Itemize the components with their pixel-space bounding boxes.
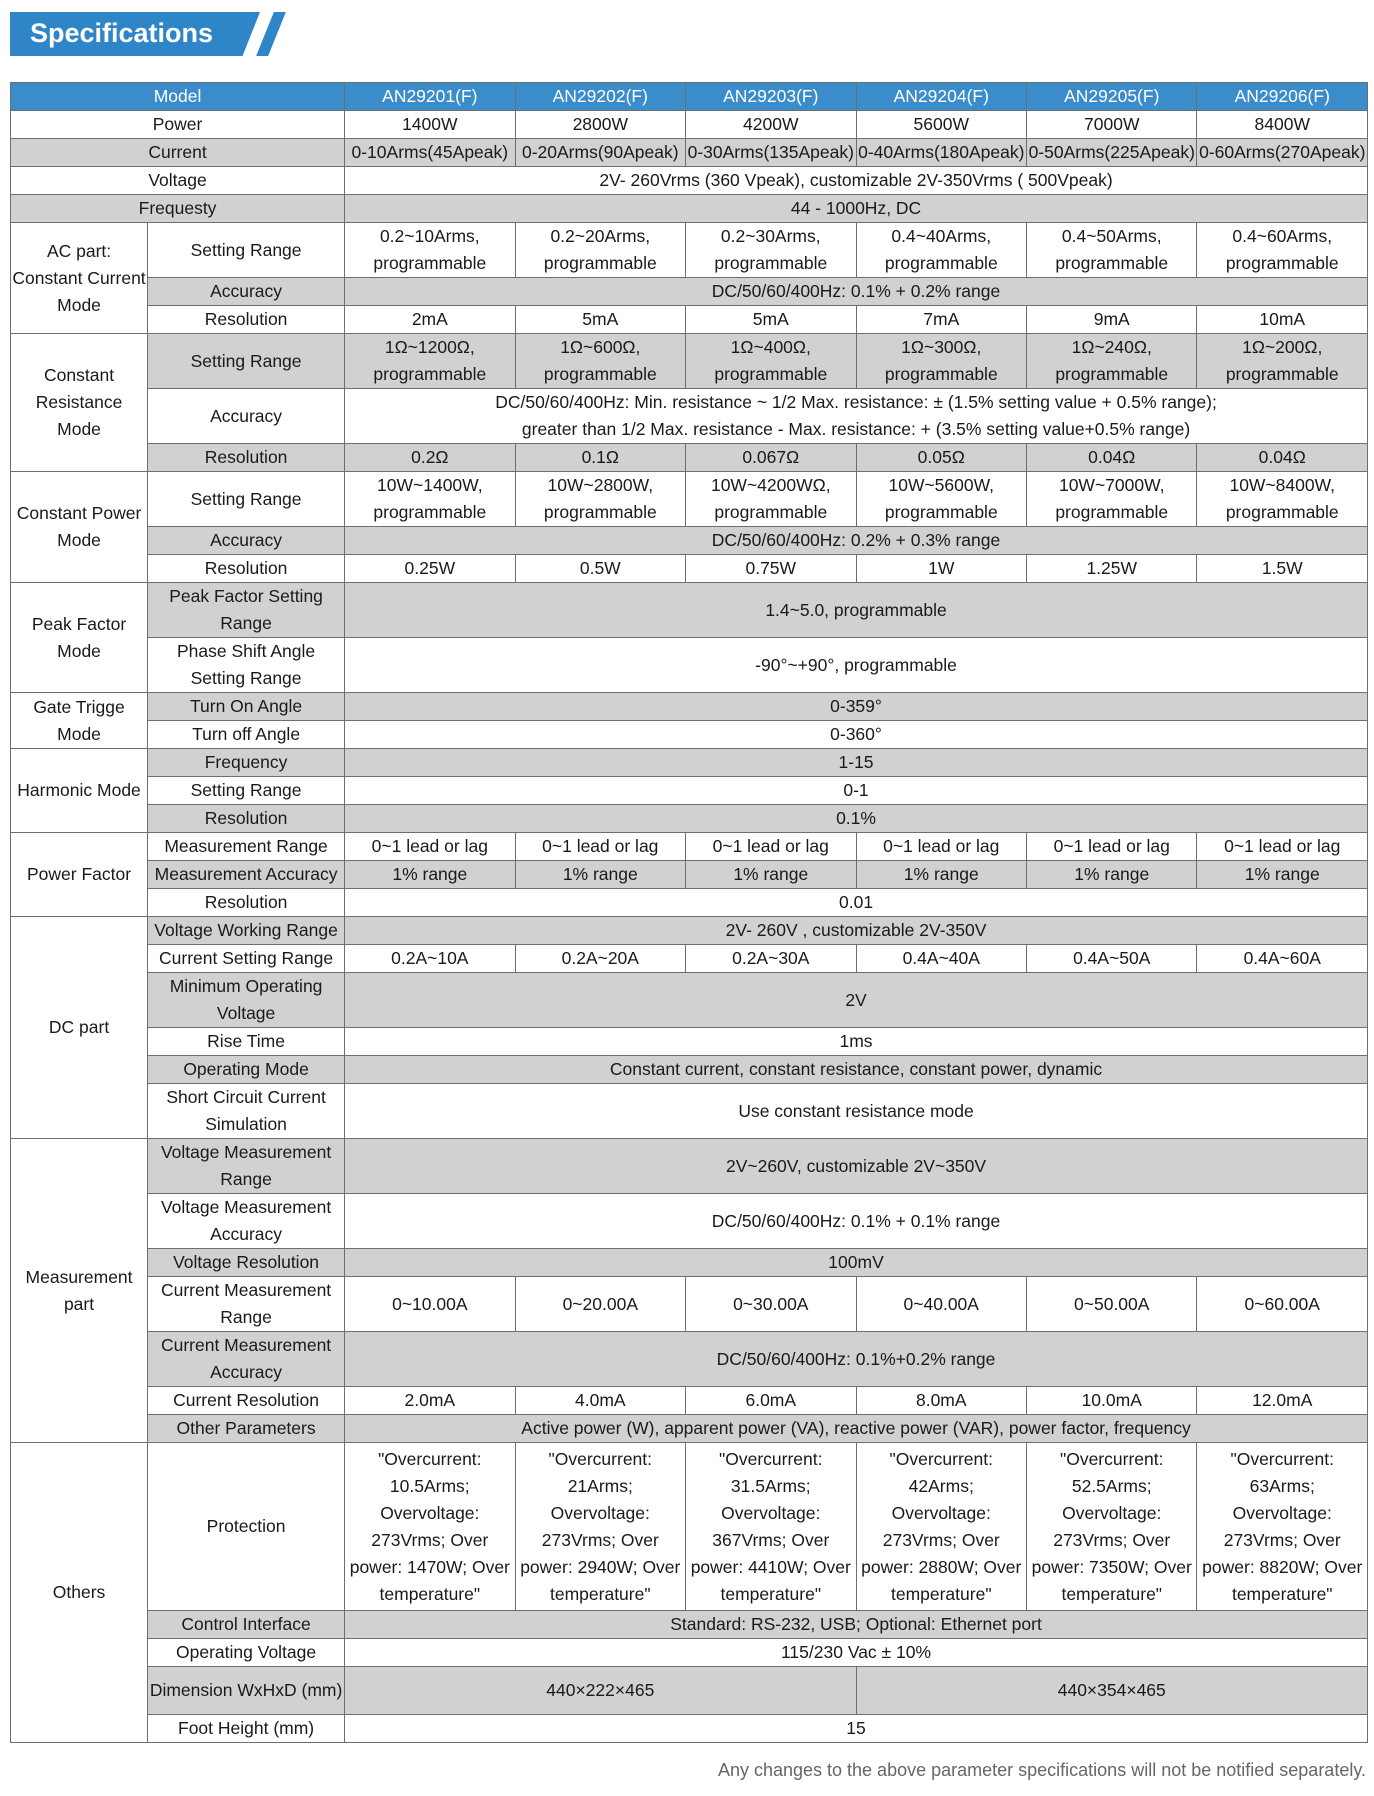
category-hm: Harmonic Mode bbox=[11, 749, 148, 833]
dimension-row bbox=[11, 1667, 1368, 1715]
footnote: Any changes to the above parameter specifications will not be notified separately. bbox=[717, 1760, 1366, 1780]
dc-minv-row bbox=[11, 973, 1368, 1028]
pf-phase-row bbox=[11, 638, 1368, 693]
model-value: "Overcurrent: 52.5Arms; Overvoltage: 273Vrms; Over power: 7350W; Over temperature" bbox=[1027, 1443, 1197, 1611]
model-value: 1% range bbox=[1197, 861, 1368, 889]
model-value: 1.5W bbox=[1197, 555, 1368, 583]
shared-value: 0.01 bbox=[345, 889, 1368, 917]
model-value: 5mA bbox=[515, 306, 685, 334]
model-value: 5600W bbox=[856, 111, 1026, 139]
row-label: Resolution bbox=[148, 306, 345, 334]
model-value: 1Ω~400Ω, programmable bbox=[686, 334, 856, 389]
m-cacc-row bbox=[11, 1332, 1368, 1387]
ac-accuracy-row bbox=[11, 278, 1368, 306]
accuracy-line: greater than 1/2 Max. resistance - Max. resistance: + (3.5% setting value+0.5% range) bbox=[521, 419, 1191, 439]
category-pwf: Power Factor bbox=[11, 833, 148, 917]
shared-value: DC/50/60/400Hz: 0.1% + 0.1% range bbox=[345, 1194, 1368, 1249]
model-value: 7mA bbox=[856, 306, 1026, 334]
dimension-value: 440×354×465 bbox=[856, 1667, 1367, 1715]
row-label: Current Resolution bbox=[148, 1387, 345, 1415]
model-column-header: AN29201(F) bbox=[345, 83, 515, 111]
row-label: Accuracy bbox=[148, 527, 345, 555]
cp-accuracy-row bbox=[11, 527, 1368, 555]
model-value: 1Ω~1200Ω, programmable bbox=[345, 334, 515, 389]
row-label: Current Setting Range bbox=[148, 945, 345, 973]
category-ac: AC part: Constant Current Mode bbox=[11, 223, 148, 334]
model-value: 8400W bbox=[1197, 111, 1368, 139]
model-value: 0~40.00A bbox=[856, 1277, 1026, 1332]
pwf-range-row bbox=[11, 833, 1368, 861]
row-label: Current bbox=[11, 139, 345, 167]
model-value: 10W~8400W, programmable bbox=[1197, 472, 1368, 527]
model-value: 0.4~50Arms, programmable bbox=[1027, 223, 1197, 278]
shared-value: 2V~260V, customizable 2V~350V bbox=[345, 1139, 1368, 1194]
ac-setting-row bbox=[11, 223, 1368, 278]
model-value: 8.0mA bbox=[856, 1387, 1026, 1415]
m-vacc-row bbox=[11, 1194, 1368, 1249]
row-label: Operating Mode bbox=[148, 1056, 345, 1084]
row-label: Current Measurement Accuracy bbox=[148, 1332, 345, 1387]
dc-short-row bbox=[11, 1084, 1368, 1139]
opvolt-row bbox=[11, 1639, 1368, 1667]
row-label: Setting Range bbox=[148, 334, 345, 389]
shared-value: 0-360° bbox=[345, 721, 1368, 749]
model-value: 0~30.00A bbox=[686, 1277, 856, 1332]
model-value: 0.067Ω bbox=[686, 444, 856, 472]
model-value: 10mA bbox=[1197, 306, 1368, 334]
model-value: 10W~1400W, programmable bbox=[345, 472, 515, 527]
model-header: Model bbox=[11, 83, 345, 111]
model-value: 10W~4200WΩ, programmable bbox=[686, 472, 856, 527]
model-value: 4200W bbox=[686, 111, 856, 139]
shared-value: 44 - 1000Hz, DC bbox=[345, 195, 1368, 223]
model-value: 0.05Ω bbox=[856, 444, 1026, 472]
model-value: 7000W bbox=[1027, 111, 1197, 139]
row-label: Control Interface bbox=[148, 1611, 345, 1639]
row-label: Setting Range bbox=[148, 777, 345, 805]
model-value: 10W~7000W, programmable bbox=[1027, 472, 1197, 527]
row-label: Turn On Angle bbox=[148, 693, 345, 721]
model-value: 0.2~10Arms, programmable bbox=[345, 223, 515, 278]
row-label: Resolution bbox=[148, 555, 345, 583]
model-value: "Overcurrent: 42Arms; Overvoltage: 273Vrms; Over power: 2880W; Over temperature" bbox=[856, 1443, 1026, 1611]
model-value: "Overcurrent: 63Arms; Overvoltage: 273Vrms; Over power: 8820W; Over temperature" bbox=[1197, 1443, 1368, 1611]
row-label: Measurement Range bbox=[148, 833, 345, 861]
category-meas: Measurement part bbox=[11, 1139, 148, 1443]
model-value: 0.2A~20A bbox=[515, 945, 685, 973]
row-label: Dimension WxHxD (mm) bbox=[148, 1667, 345, 1715]
model-value: 0.4~60Arms, programmable bbox=[1197, 223, 1368, 278]
model-value: 0.75W bbox=[686, 555, 856, 583]
shared-value: 115/230 Vac ± 10% bbox=[345, 1639, 1368, 1667]
category-cr: Constant Resistance Mode bbox=[11, 334, 148, 472]
model-value: 1400W bbox=[345, 111, 515, 139]
model-value: 0.2~30Arms, programmable bbox=[686, 223, 856, 278]
model-column-header: AN29206(F) bbox=[1197, 83, 1368, 111]
model-value: 6.0mA bbox=[686, 1387, 856, 1415]
pf-setting-row bbox=[11, 583, 1368, 638]
ac-resolution-row bbox=[11, 306, 1368, 334]
model-value: 0~10.00A bbox=[345, 1277, 515, 1332]
shared-value: Standard: RS-232, USB; Optional: Ethernet port bbox=[345, 1611, 1368, 1639]
model-value: 10W~2800W, programmable bbox=[515, 472, 685, 527]
row-label: Rise Time bbox=[148, 1028, 345, 1056]
section-title: Specifications bbox=[30, 18, 214, 48]
shared-value: Constant current, constant resistance, constant power, dynamic bbox=[345, 1056, 1368, 1084]
m-vrange-row bbox=[11, 1139, 1368, 1194]
row-label: Turn off Angle bbox=[148, 721, 345, 749]
model-value: 0~1 lead or lag bbox=[856, 833, 1026, 861]
row-label: Accuracy bbox=[148, 278, 345, 306]
protection-row bbox=[11, 1443, 1368, 1611]
row-label: Resolution bbox=[148, 805, 345, 833]
row-label: Resolution bbox=[148, 444, 345, 472]
model-value: 1W bbox=[856, 555, 1026, 583]
row-label: Other Parameters bbox=[148, 1415, 345, 1443]
dc-rise-row bbox=[11, 1028, 1368, 1056]
model-value: 1.25W bbox=[1027, 555, 1197, 583]
dc-csetting-row bbox=[11, 945, 1368, 973]
shared-value: 100mV bbox=[345, 1249, 1368, 1277]
model-value: 1Ω~240Ω, programmable bbox=[1027, 334, 1197, 389]
section-header-slash bbox=[256, 12, 286, 56]
model-value: 1% range bbox=[1027, 861, 1197, 889]
model-value: 0.2Ω bbox=[345, 444, 515, 472]
row-label: Phase Shift Angle Setting Range bbox=[148, 638, 345, 693]
model-value: "Overcurrent: 31.5Arms; Overvoltage: 367Vrms; Over power: 4410W; Over temperature" bbox=[686, 1443, 856, 1611]
model-value: 0-30Arms(135Apeak) bbox=[686, 139, 856, 167]
category-cp: Constant Power Mode bbox=[11, 472, 148, 583]
pwf-resolution-row bbox=[11, 889, 1368, 917]
m-vres-row bbox=[11, 1249, 1368, 1277]
shared-value: 2V- 260V , customizable 2V-350V bbox=[345, 917, 1368, 945]
model-value: 1% range bbox=[515, 861, 685, 889]
hm-setting-row bbox=[11, 777, 1368, 805]
model-value: 1% range bbox=[686, 861, 856, 889]
model-value: 1Ω~600Ω, programmable bbox=[515, 334, 685, 389]
model-value: 0.4A~40A bbox=[856, 945, 1026, 973]
model-value: 0.5W bbox=[515, 555, 685, 583]
cr-setting-row bbox=[11, 334, 1368, 389]
gt-on-row bbox=[11, 693, 1368, 721]
shared-value: DC/50/60/400Hz: 0.2% + 0.3% range bbox=[345, 527, 1368, 555]
dc-mode-row bbox=[11, 1056, 1368, 1084]
shared-value: DC/50/60/400Hz: 0.1% + 0.2% range bbox=[345, 278, 1368, 306]
shared-value: 2V- 260Vrms (360 Vpeak), customizable 2V-350Vrms ( 500Vpeak) bbox=[345, 167, 1368, 195]
model-value: 0.1Ω bbox=[515, 444, 685, 472]
header-row bbox=[11, 83, 1368, 111]
row-label: Setting Range bbox=[148, 223, 345, 278]
model-value: 0.4A~50A bbox=[1027, 945, 1197, 973]
model-value: 0~1 lead or lag bbox=[1197, 833, 1368, 861]
row-label: Operating Voltage bbox=[148, 1639, 345, 1667]
model-value: 1% range bbox=[345, 861, 515, 889]
model-value: 0.4A~60A bbox=[1197, 945, 1368, 973]
shared-value: 1-15 bbox=[345, 749, 1368, 777]
row-label: Measurement Accuracy bbox=[148, 861, 345, 889]
model-value: 0-10Arms(45Apeak) bbox=[345, 139, 515, 167]
model-value: 2800W bbox=[515, 111, 685, 139]
model-value: "Overcurrent: 21Arms; Overvoltage: 273Vrms; Over power: 2940W; Over temperature" bbox=[515, 1443, 685, 1611]
row-label: Voltage bbox=[11, 167, 345, 195]
shared-value: 0-359° bbox=[345, 693, 1368, 721]
model-column-header: AN29204(F) bbox=[856, 83, 1026, 111]
spec-table bbox=[10, 82, 1368, 1743]
model-column-header: AN29202(F) bbox=[515, 83, 685, 111]
model-column-header: AN29205(F) bbox=[1027, 83, 1197, 111]
model-value: 0.04Ω bbox=[1027, 444, 1197, 472]
model-value: 0.2~20Arms, programmable bbox=[515, 223, 685, 278]
row-label: Foot Height (mm) bbox=[148, 1715, 345, 1743]
model-value: 2mA bbox=[345, 306, 515, 334]
model-value: 0-60Arms(270Apeak) bbox=[1197, 139, 1368, 167]
row-label: Voltage Measurement Accuracy bbox=[148, 1194, 345, 1249]
dimension-value: 440×222×465 bbox=[345, 1667, 856, 1715]
row-label: Voltage Working Range bbox=[148, 917, 345, 945]
shared-value: Active power (W), apparent power (VA), reactive power (VAR), power factor, frequency bbox=[345, 1415, 1368, 1443]
model-value: 0~20.00A bbox=[515, 1277, 685, 1332]
m-crange-row bbox=[11, 1277, 1368, 1332]
m-cres-row bbox=[11, 1387, 1368, 1415]
dc-vrange-row bbox=[11, 917, 1368, 945]
row-label: Short Circuit Current Simulation bbox=[148, 1084, 345, 1139]
section-header bbox=[10, 12, 270, 56]
gt-off-row bbox=[11, 721, 1368, 749]
model-value: 10W~5600W, programmable bbox=[856, 472, 1026, 527]
row-label: Current Measurement Range bbox=[148, 1277, 345, 1332]
shared-value: 0-1 bbox=[345, 777, 1368, 805]
row-label: Peak Factor Setting Range bbox=[148, 583, 345, 638]
voltage-row bbox=[11, 167, 1368, 195]
row-label: Protection bbox=[148, 1443, 345, 1611]
model-value: 4.0mA bbox=[515, 1387, 685, 1415]
shared-value: 1.4~5.0, programmable bbox=[345, 583, 1368, 638]
hm-freq-row bbox=[11, 749, 1368, 777]
model-value: 9mA bbox=[1027, 306, 1197, 334]
row-label: Frequency bbox=[148, 749, 345, 777]
pwf-accuracy-row bbox=[11, 861, 1368, 889]
hm-resolution-row bbox=[11, 805, 1368, 833]
shared-value: Use constant resistance mode bbox=[345, 1084, 1368, 1139]
model-value: 10.0mA bbox=[1027, 1387, 1197, 1415]
model-column-header: AN29203(F) bbox=[686, 83, 856, 111]
row-label: Frequesty bbox=[11, 195, 345, 223]
model-value: 0~1 lead or lag bbox=[515, 833, 685, 861]
shared-value bbox=[345, 389, 1368, 444]
row-label: Voltage Measurement Range bbox=[148, 1139, 345, 1194]
model-value: "Overcurrent: 10.5Arms; Overvoltage: 273Vrms; Over power: 1470W; Over temperature" bbox=[345, 1443, 515, 1611]
category-dc: DC part bbox=[11, 917, 148, 1139]
model-value: 5mA bbox=[686, 306, 856, 334]
row-label: Setting Range bbox=[148, 472, 345, 527]
model-value: 0-40Arms(180Apeak) bbox=[856, 139, 1026, 167]
model-value: 0~50.00A bbox=[1027, 1277, 1197, 1332]
model-value: 0~1 lead or lag bbox=[686, 833, 856, 861]
model-value: 1Ω~200Ω, programmable bbox=[1197, 334, 1368, 389]
current-row bbox=[11, 139, 1368, 167]
m-other-row bbox=[11, 1415, 1368, 1443]
row-label: Accuracy bbox=[148, 389, 345, 444]
shared-value: -90°~+90°, programmable bbox=[345, 638, 1368, 693]
shared-value: DC/50/60/400Hz: 0.1%+0.2% range bbox=[345, 1332, 1368, 1387]
model-value: 0.2A~10A bbox=[345, 945, 515, 973]
shared-value: 2V bbox=[345, 973, 1368, 1028]
cr-resolution-row bbox=[11, 444, 1368, 472]
shared-value: 0.1% bbox=[345, 805, 1368, 833]
model-value: 0~1 lead or lag bbox=[345, 833, 515, 861]
power-row bbox=[11, 111, 1368, 139]
category-gt: Gate Trigge Mode bbox=[11, 693, 148, 749]
row-label: Power bbox=[11, 111, 345, 139]
model-value: 12.0mA bbox=[1197, 1387, 1368, 1415]
shared-value: 1ms bbox=[345, 1028, 1368, 1056]
frequency-row bbox=[11, 195, 1368, 223]
model-value: 2.0mA bbox=[345, 1387, 515, 1415]
model-value: 1% range bbox=[856, 861, 1026, 889]
cp-resolution-row bbox=[11, 555, 1368, 583]
control-row bbox=[11, 1611, 1368, 1639]
row-label: Voltage Resolution bbox=[148, 1249, 345, 1277]
category-oth: Others bbox=[11, 1443, 148, 1743]
model-value: 0~60.00A bbox=[1197, 1277, 1368, 1332]
model-value: 1Ω~300Ω, programmable bbox=[856, 334, 1026, 389]
foot-height-row bbox=[11, 1715, 1368, 1743]
shared-value: 15 bbox=[345, 1715, 1368, 1743]
cp-setting-row bbox=[11, 472, 1368, 527]
cr-accuracy-row bbox=[11, 389, 1368, 444]
model-value: 0-20Arms(90Apeak) bbox=[515, 139, 685, 167]
model-value: 0.25W bbox=[345, 555, 515, 583]
model-value: 0-50Arms(225Apeak) bbox=[1027, 139, 1197, 167]
model-value: 0.4~40Arms, programmable bbox=[856, 223, 1026, 278]
category-pf: Peak Factor Mode bbox=[11, 583, 148, 693]
accuracy-line: DC/50/60/400Hz: Min. resistance ~ 1/2 Max. resistance: ± (1.5% setting value + 0.5% range); bbox=[495, 392, 1217, 412]
model-value: 0.2A~30A bbox=[686, 945, 856, 973]
model-value: 0.04Ω bbox=[1197, 444, 1368, 472]
row-label: Minimum Operating Voltage bbox=[148, 973, 345, 1028]
row-label: Resolution bbox=[148, 889, 345, 917]
model-value: 0~1 lead or lag bbox=[1027, 833, 1197, 861]
